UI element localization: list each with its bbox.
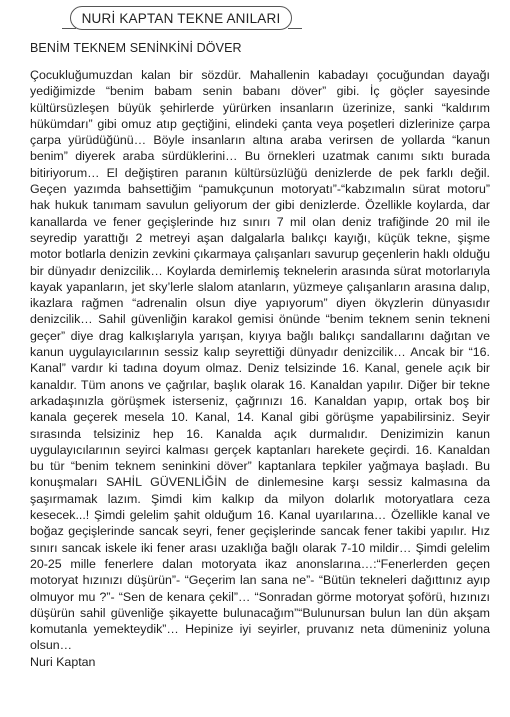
section-header <box>62 6 302 32</box>
header-rule-left <box>62 28 76 29</box>
article-paragraph: Çocukluğumuzdan kalan bir sözdür. Mahallenin kabadayı çocuğundan dayağı yediğimizde “benim babam senin babanı döver” gibi. İç göçler sayesinde kültürsüzleşen büyük şehirlerde yürürken insanların üzerinize, sanki “kaldırım hükümdarı” gibi omuz atıp geçtiğini, elindeki çanta veya poşetleri dizlerinize çarpa çarpa yürüdüğünü… Böyle insanların altına araba verirsen de yollarda “kanun benim” diyerek araba sürdüklerini… Bu örnekleri uzatmak canımı sıktı burada bitiriyorum… El değiştiren paranın kültürsüzlüğü denizlerde de pek farklı değil. Geçen yazımda bahsettiğim “pamukçunun motoryatı”-“kabzımalın sürat motoru” hak hukuk tanımam savulun geliyorum der gibi denizlerde. Özellikle koylarda, dar kanallarda ve fener geçişlerinde hız sınırı 7 mil olan deniz trafiğinde 20 mil ile seyredip yarattığı 2 metreyi aşan dalgalarla balıkçı kayığı, küçük tekne, şişme motor botlarla denizin zevkini çıkarmaya çalışanları savurup geçenlerin haklı olduğu bir dünyadır denizcilik… Koylarda demirlemiş teknelerin arasında sürat motorlarıyla kayak yapanların, jet sky’lerle slalom atanların, yüzmeye çalışanların arasına dalıp, ikazlara rağmen “adrenalin olsun diye yapıyorum” diyen ökүzlerin dünyasıdır denizcilik… Sahil güvenliğin karakol gemisi önünde “benim teknem senin tekneni geçer” diye drag kalkışlarıyla yarışan, kıyıya bağlı balıkçı sandallarını dağıtan ve kanun uygulayıcılarının sessiz kalıp seyrettiği dünyadır denizcilik… Ancak bir “16. Kanal” vardır ki tadına doyum olmaz. Deniz telsizinde 16. Kanal, genele açık bir kanaldır. Tüm anons ve çağrılar, başlık olarak 16. Kanaldan yapılır. Diğer bir tekne arkadaşınızla görüşmek isterseniz, çağrınızı 16. Kanaldan yapıp, ortak boş bir kanala geçerek mesela 10. Kanal, 14. Kanal gibi görüşme yapabilirsiniz. Seyir sırasında telsiziniz hep 16. Kanalda açık durmalıdır. Denizimizin kanun uygulayıcılarının seyirci kalması gerçek kaptanları harekete geçirdi. 16. Kanaldan bu tür “benim teknem seninkini döver” kaptanlara tepkiler yağmaya başladı. Bu konuşmaları SAHİL GÜVENLİĞİN de dinlemesine karşı sessiz kalmasına da şaşırmamak lazım. Şimdi kim kalkıp da milyon dolarlık motoryatlara ceza kesecek...! Şimdi gelelim şahit olduğum 16. Kanal uyarılarına… Özellikle kanal ve boğaz geçişlerinde sancak seyri, fener geçişlerinde sancak fener takibi yapılır. Hız sınırı sancak iskele iki fener arası uzaklığa bağlı olarak 7-10 mildir… Şimdi gelelim 20-25 mille fenerlere dalan motoryata ikaz anonslarına…:“Fenerlerden geçen motoryat hızınızı düşürün”- “Geçerim lan sana ne”- “Bütün tekneleri dağıttınız ayıp olmuyor mu ?”- “Sen de kenara çekil”… “Sonradan görme motoryat şoförü, hızınızı düşürün sahil güvenliğe şikayette bulunacağım”“Bulunursan bulun lan dün akşam komutanla yemekteydik”… Hepinize iyi seyirler, pruvanız neta dümeniniz yoluna olsun… <box>30 68 490 653</box>
section-title: NURİ KAPTAN TEKNE ANILARI <box>70 6 292 30</box>
article-subtitle: BENİM TEKNEM SENİNKİNİ DÖVER <box>30 41 242 55</box>
header-rule-right <box>288 28 302 29</box>
author-signature: Nuri Kaptan <box>30 654 96 669</box>
article-body <box>30 67 490 670</box>
